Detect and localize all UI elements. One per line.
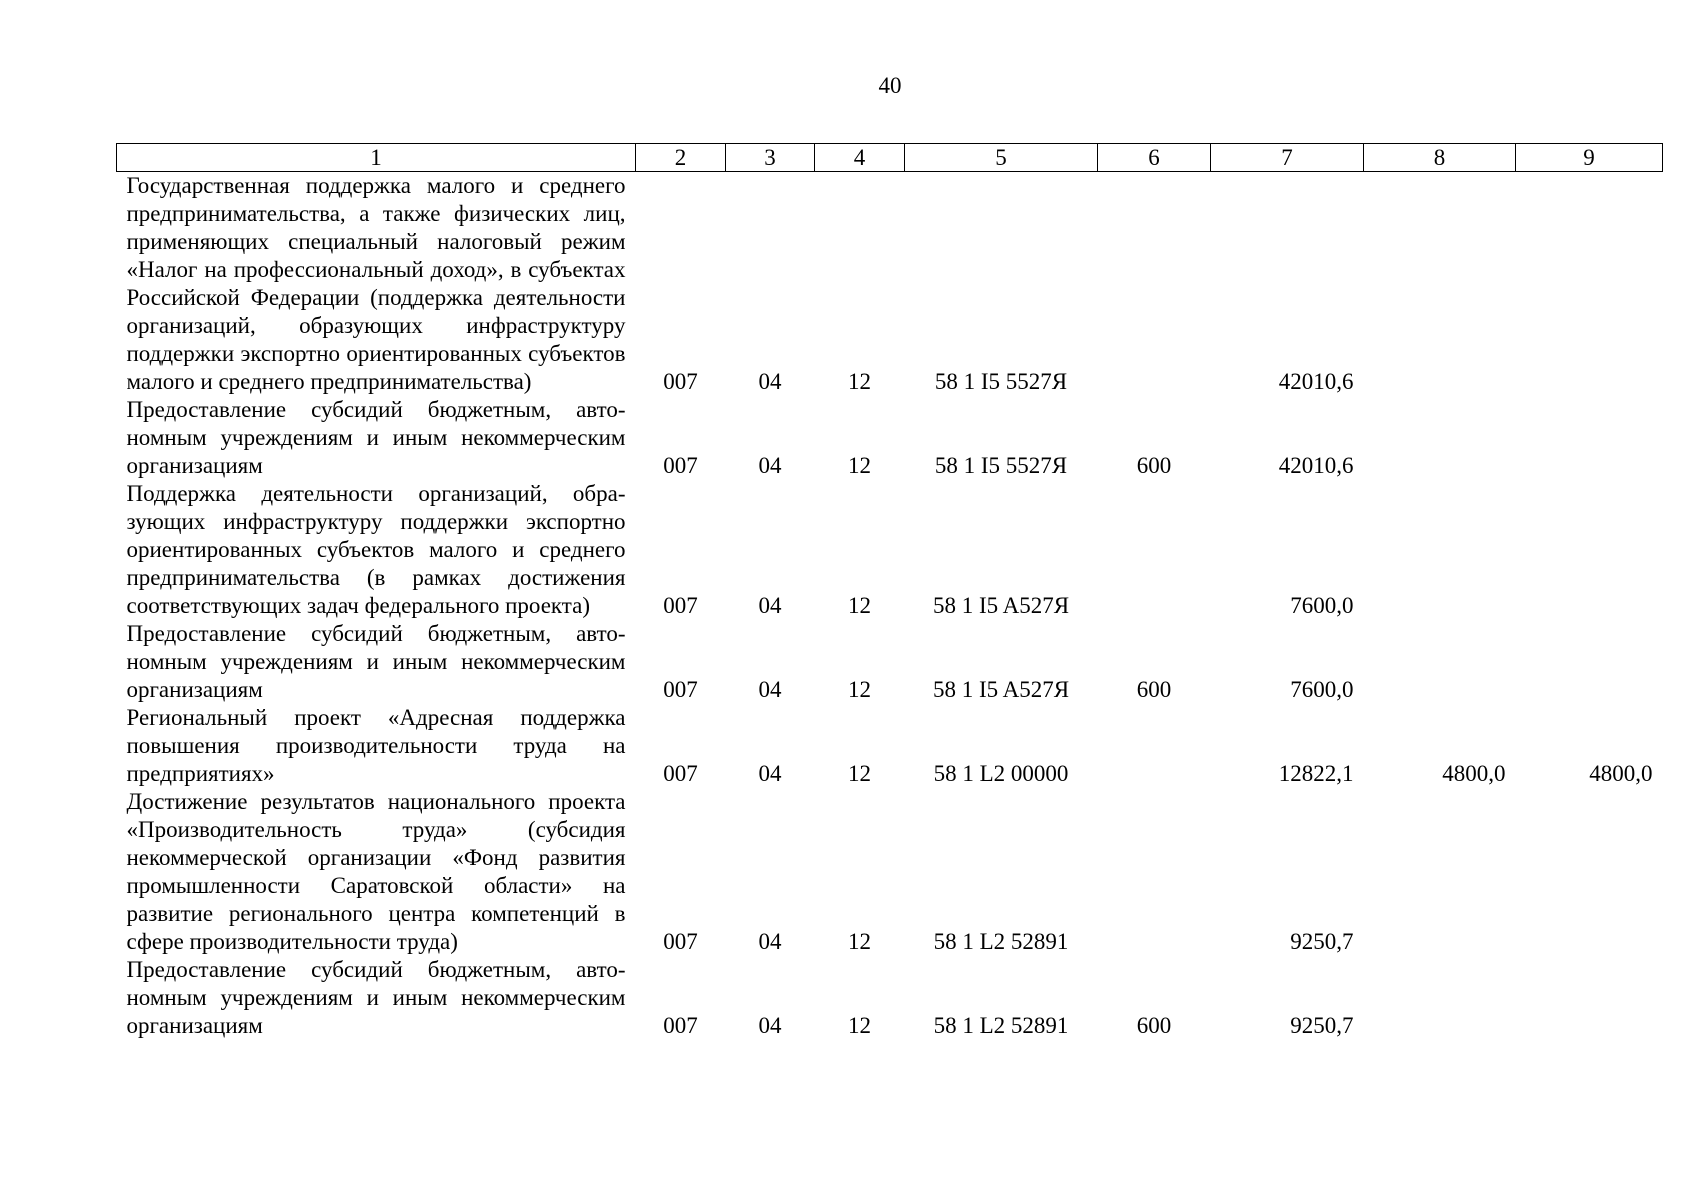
row-amount-col-8 bbox=[1364, 620, 1516, 704]
row-expense-type bbox=[1098, 704, 1211, 788]
row-description: Предоставление субсидий бюджетным, автономным учреждениям и иным некоммерческим организациям bbox=[126, 957, 626, 1038]
row-amount-col-7: 9250,7 bbox=[1290, 929, 1354, 954]
row-target-code: 58 1 I5 5527Я bbox=[934, 369, 1068, 394]
table-header bbox=[117, 144, 1663, 172]
row-amount-col-9 bbox=[1516, 396, 1663, 480]
table-row bbox=[117, 956, 1663, 1040]
row-description: Региональный проект «Адресная поддержка повышения производительности труда на предприятиях» bbox=[126, 705, 626, 786]
row-amount-col-9: 4800,0 bbox=[1589, 761, 1653, 786]
table-body bbox=[117, 172, 1663, 1041]
row-amount-col-7: 9250,7 bbox=[1290, 1013, 1354, 1038]
row-expense-type bbox=[1098, 172, 1211, 397]
row-col-4: 12 bbox=[848, 1013, 871, 1038]
row-description: Предоставление субсидий бюджетным, автономным учреждениям и иным некоммерческим организациям bbox=[126, 621, 626, 702]
row-amount-col-9 bbox=[1516, 956, 1663, 1040]
row-col-3: 04 bbox=[758, 677, 782, 702]
header-col-9: 9 bbox=[1516, 144, 1663, 172]
header-row bbox=[117, 144, 1663, 172]
row-col-4: 12 bbox=[848, 761, 871, 786]
header-col-6: 6 bbox=[1098, 144, 1211, 172]
row-col-3: 04 bbox=[758, 761, 782, 786]
row-description: Государственная поддержка малого и среднего предпринимательства, а также физических лиц, применяющих специальный налоговый режим «Налог на профессиональный доход», в субъектах Российской Федерации (поддержка деятельности организаций, образующих инфраструктуру поддержки экспортно ориентированных субъектов малого и среднего предпринимательства) bbox=[126, 173, 626, 394]
row-description: Достижение результатов национального проекта «Производительность труда» (субсидия некоммерческой организации «Фонд развития промышленности Саратовской области» на развитие регионального центра компетенций в сфере производительности труда) bbox=[126, 789, 626, 954]
table-row bbox=[117, 172, 1663, 397]
row-col-2: 007 bbox=[663, 929, 698, 954]
row-col-2: 007 bbox=[663, 677, 698, 702]
header-col-8: 8 bbox=[1364, 144, 1516, 172]
row-description: Предоставление субсидий бюджетным, автономным учреждениям и иным некоммерческим организациям bbox=[126, 397, 626, 478]
row-target-code: 58 1 I5 A527Я bbox=[932, 677, 1070, 702]
table-row bbox=[117, 480, 1663, 620]
row-col-2: 007 bbox=[663, 761, 698, 786]
row-amount-col-8 bbox=[1364, 172, 1516, 397]
row-expense-type bbox=[1098, 480, 1211, 620]
row-col-4: 12 bbox=[848, 453, 871, 478]
row-col-2: 007 bbox=[663, 453, 698, 478]
row-expense-type: 600 bbox=[1136, 1013, 1172, 1038]
header-col-3: 3 bbox=[726, 144, 815, 172]
row-col-4: 12 bbox=[848, 593, 871, 618]
row-col-4: 12 bbox=[848, 369, 871, 394]
row-col-2: 007 bbox=[663, 1013, 698, 1038]
table-row bbox=[117, 396, 1663, 480]
row-col-3: 04 bbox=[758, 369, 782, 394]
row-expense-type: 600 bbox=[1136, 453, 1172, 478]
row-amount-col-7: 7600,0 bbox=[1290, 593, 1354, 618]
header-col-4: 4 bbox=[815, 144, 905, 172]
row-amount-col-8 bbox=[1364, 788, 1516, 956]
row-amount-col-7: 42010,6 bbox=[1278, 453, 1354, 478]
row-amount-col-7: 42010,6 bbox=[1278, 369, 1354, 394]
row-amount-col-9 bbox=[1516, 620, 1663, 704]
row-amount-col-7: 12822,1 bbox=[1278, 761, 1354, 786]
row-amount-col-8: 4800,0 bbox=[1442, 761, 1506, 786]
table-row bbox=[117, 620, 1663, 704]
row-col-4: 12 bbox=[848, 677, 871, 702]
header-col-5: 5 bbox=[905, 144, 1098, 172]
row-col-2: 007 bbox=[663, 593, 698, 618]
table-row bbox=[117, 704, 1663, 788]
budget-table bbox=[116, 143, 1663, 1040]
row-col-4: 12 bbox=[848, 929, 871, 954]
row-amount-col-9 bbox=[1516, 172, 1663, 397]
row-target-code: 58 1 I5 A527Я bbox=[932, 593, 1070, 618]
row-target-code: 58 1 L2 00000 bbox=[933, 761, 1069, 786]
header-col-7: 7 bbox=[1211, 144, 1364, 172]
row-target-code: 58 1 L2 52891 bbox=[933, 1013, 1069, 1038]
row-expense-type bbox=[1098, 788, 1211, 956]
row-target-code: 58 1 I5 5527Я bbox=[934, 453, 1068, 478]
page-number: 40 bbox=[878, 73, 902, 98]
row-amount-col-8 bbox=[1364, 480, 1516, 620]
row-col-3: 04 bbox=[758, 1013, 782, 1038]
row-amount-col-8 bbox=[1364, 956, 1516, 1040]
row-col-2: 007 bbox=[663, 369, 698, 394]
row-description: Поддержка деятельности организаций, образующих инфраструктуру поддержки экспортно ориентированных субъектов малого и среднего предпринимательства (в рамках достижения соответствующих задач федерального проекта) bbox=[126, 481, 626, 618]
row-col-3: 04 bbox=[758, 929, 782, 954]
row-col-3: 04 bbox=[758, 593, 782, 618]
row-target-code: 58 1 L2 52891 bbox=[933, 929, 1069, 954]
header-col-2: 2 bbox=[636, 144, 726, 172]
row-expense-type: 600 bbox=[1136, 677, 1172, 702]
row-amount-col-9 bbox=[1516, 788, 1663, 956]
row-amount-col-9 bbox=[1516, 480, 1663, 620]
table-row bbox=[117, 788, 1663, 956]
header-col-1: 1 bbox=[117, 144, 636, 172]
row-amount-col-8 bbox=[1364, 396, 1516, 480]
row-amount-col-7: 7600,0 bbox=[1290, 677, 1354, 702]
row-col-3: 04 bbox=[758, 453, 782, 478]
